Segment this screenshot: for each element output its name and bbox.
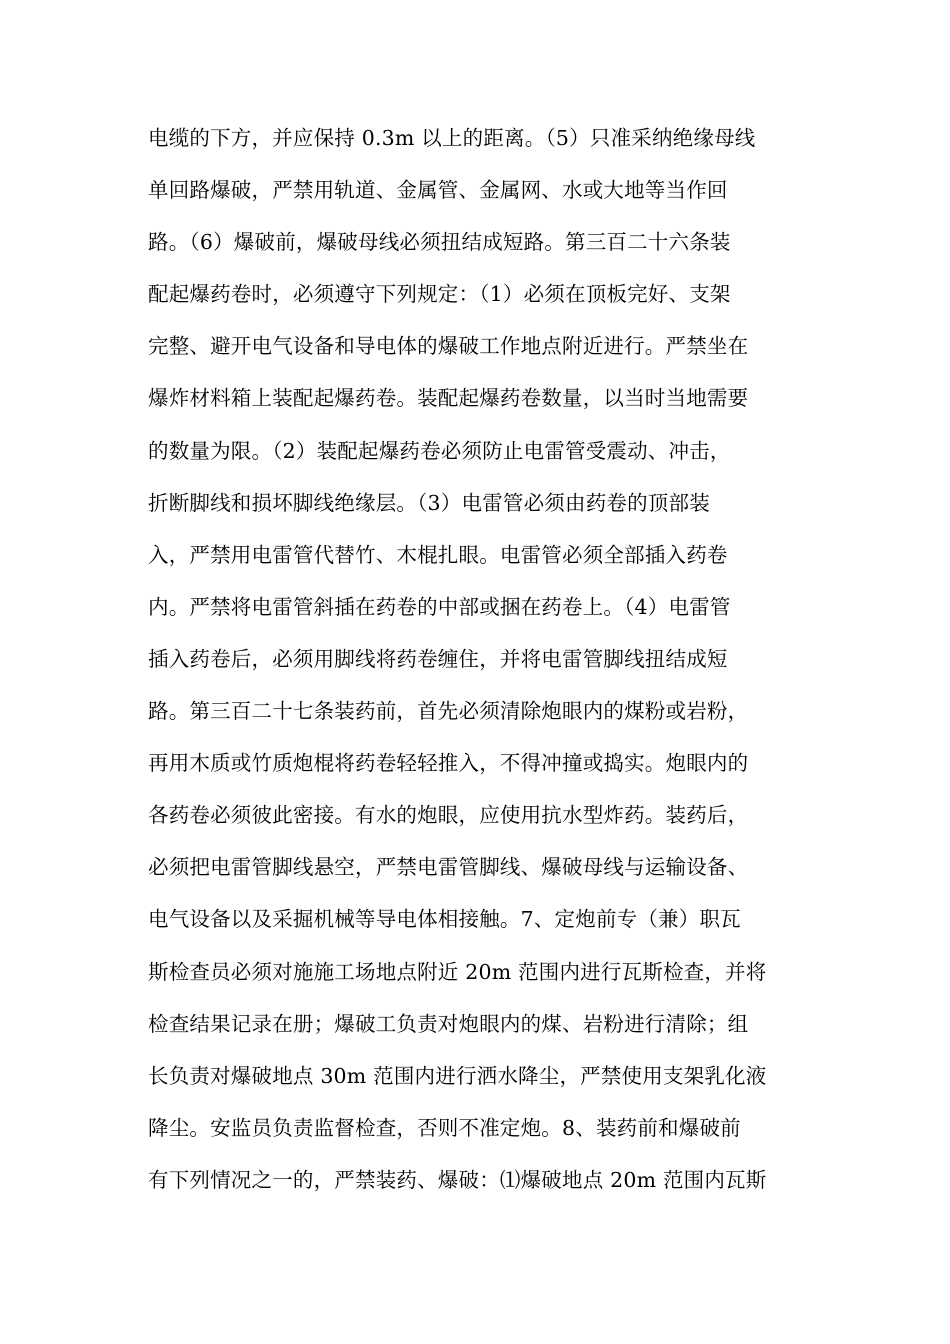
text-line-3: 路。（6）爆破前，爆破母线必须扭结成短路。第三百二十六条装: [148, 230, 731, 255]
text-line-9: 入，严禁用电雷管代替竹、木棍扎眼。电雷管必须全部插入药卷: [148, 542, 728, 567]
body-text: [148, 118, 808, 1212]
text-line-21: 有下列情况之一的，严禁装药、爆破：⑴爆破地点 20m 范围内瓦斯: [148, 1167, 767, 1192]
text-line-5: 完整、避开电气设备和导电体的爆破工作地点附近进行。严禁坐在: [148, 334, 749, 359]
text-line-14: 各药卷必须彼此密接。有水的炮眼，应使用抗水型炸药。装药后，: [148, 803, 749, 828]
text-line-11: 插入药卷后，必须用脚线将药卷缠住，并将电雷管脚线扭结成短: [148, 646, 728, 671]
text-line-19: 长负责对爆破地点 30m 范围内进行洒水降尘，严禁使用支架乳化液: [148, 1063, 767, 1088]
text-line-17: 斯检查员必须对施施工场地点附近 20m 范围内进行瓦斯检查，并将: [148, 959, 767, 984]
text-line-16: 电气设备以及采掘机械等导电体相接触。7、定炮前专（兼）职瓦: [148, 907, 741, 932]
text-line-18: 检查结果记录在册；爆破工负责对炮眼内的煤、岩粉进行清除；组: [148, 1011, 749, 1036]
text-line-1: 电缆的下方，并应保持 0.3m 以上的距离。（5）只准采纳绝缘母线: [148, 126, 756, 150]
text-line-6: 爆炸材料箱上装配起爆药卷。装配起爆药卷数量，以当时当地需要: [148, 386, 749, 411]
text-line-15: 必须把电雷管脚线悬空，严禁电雷管脚线、爆破母线与运输设备、: [148, 855, 749, 880]
text-line-20: 降尘。安监员负责监督检查，否则不准定炮。8、装药前和爆破前: [148, 1115, 741, 1140]
text-line-7: 的数量为限。（2）装配起爆药卷必须防止电雷管受震动、冲击，: [148, 438, 731, 463]
text-line-10: 内。严禁将电雷管斜插在药卷的中部或捆在药卷上。（4）电雷管: [148, 594, 731, 619]
text-line-2: 单回路爆破，严禁用轨道、金属管、金属网、水或大地等当作回: [148, 178, 728, 203]
text-line-8: 折断脚线和损坏脚线绝缘层。（3）电雷管必须由药卷的顶部装: [148, 490, 710, 515]
text-line-12: 路。第三百二十七条装药前，首先必须清除炮眼内的煤粉或岩粉，: [148, 699, 749, 724]
text-line-13: 再用木质或竹质炮棍将药卷轻轻推入，不得冲撞或捣实。炮眼内的: [148, 751, 749, 776]
text-line-4: 配起爆药卷时，必须遵守下列规定：（1）必须在顶板完好、支架: [148, 282, 731, 307]
